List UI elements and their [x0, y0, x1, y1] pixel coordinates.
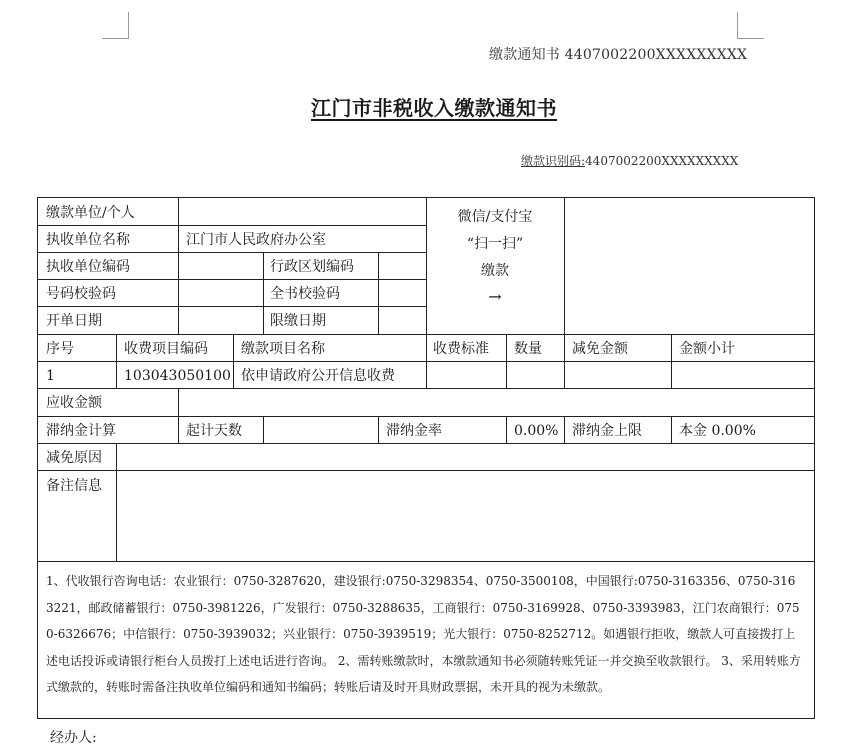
late-cap-value: 本金 0.00%	[679, 423, 756, 439]
notice-number: 缴款通知书 4407002200XXXXXXXXX	[489, 47, 748, 63]
col-header-standard: 收费标准	[433, 341, 489, 357]
grid-line	[116, 443, 117, 561]
col-header-reduction: 减免金额	[572, 341, 628, 357]
grid-line	[38, 416, 814, 417]
arrow-right-icon: →	[488, 287, 502, 306]
late-cap-label: 滞纳金上限	[572, 423, 642, 439]
collector-name-label: 执收单位名称	[46, 232, 130, 248]
grid-line	[564, 416, 565, 443]
grid-line	[263, 416, 264, 443]
qr-hint-line3: 缴款	[481, 263, 509, 279]
qr-code-area[interactable]	[565, 199, 813, 333]
document-title-wrap	[0, 92, 868, 121]
crop-mark-top-right	[737, 12, 764, 39]
grid-line	[38, 443, 814, 444]
late-rate-label: 滞纳金率	[386, 423, 442, 439]
start-days-label: 起计天数	[186, 423, 242, 439]
grid-line	[178, 388, 179, 443]
grid-line	[506, 334, 507, 388]
grid-line	[263, 252, 264, 334]
item-code: 103043050100	[124, 368, 231, 384]
col-header-item-name: 缴款项目名称	[241, 341, 325, 357]
grid-line	[38, 388, 814, 389]
crop-mark-top-left	[102, 12, 129, 39]
col-header-item-code: 收费项目编码	[124, 341, 208, 357]
grid-line	[116, 334, 117, 388]
qr-hint-line2: “扫一扫”	[466, 236, 524, 252]
collector-name-value: 江门市人民政府办公室	[186, 232, 326, 248]
grid-line	[38, 225, 426, 226]
grid-line	[671, 416, 672, 443]
grid-line	[378, 416, 379, 443]
full-check-label: 全书校验码	[270, 286, 340, 302]
payment-form-table	[37, 197, 815, 719]
grid-line	[378, 252, 379, 334]
region-code-label: 行政区划编码	[270, 259, 354, 275]
col-header-index: 序号	[46, 341, 74, 357]
grid-line	[38, 279, 426, 280]
item-index: 1	[46, 368, 55, 384]
late-fee-label: 滞纳金计算	[46, 423, 116, 439]
grid-line	[671, 334, 672, 388]
grid-line	[233, 334, 234, 388]
deadline-label: 限缴日期	[270, 313, 326, 329]
qr-hint-line1: 微信/支付宝	[457, 209, 533, 225]
item-name: 依申请政府公开信息收费	[241, 368, 395, 384]
document-title: 江门市非税收入缴款通知书	[311, 96, 557, 120]
reduction-reason-label: 减免原因	[46, 450, 102, 466]
grid-line	[506, 416, 507, 443]
operator-label: 经办人:	[50, 730, 97, 746]
collector-code-label: 执收单位编码	[46, 259, 130, 275]
grid-line	[178, 198, 179, 334]
payer-label: 缴款单位/个人	[46, 205, 135, 221]
late-rate-value: 0.00%	[514, 423, 559, 439]
payment-code	[521, 152, 738, 169]
grid-line	[38, 561, 814, 562]
grid-line	[38, 470, 814, 471]
grid-line	[38, 252, 426, 253]
number-check-label: 号码校验码	[46, 286, 116, 302]
issue-date-label: 开单日期	[46, 313, 102, 329]
col-header-quantity: 数量	[514, 341, 542, 357]
remarks-label: 备注信息	[46, 478, 102, 494]
grid-line	[564, 334, 565, 388]
payment-code-label: 缴款识别码:	[521, 154, 586, 168]
receivable-label: 应收金额	[46, 395, 102, 411]
col-header-subtotal: 金额小计	[679, 341, 735, 357]
notes-text: 1、代收银行咨询电话：农业银行：0750-3287620，建设银行:0750-3298354、0750-3500108，中国银行:0750-3163356、0750-3163221，邮政储蓄银行：0750-3981226，广发银行：0750-3288635，工商银行：0750-3169928、0750-3393983，江门农商银行：0750-6326676；中信银行：0750-3939032；兴业银行：0750-3939519；光大银行：0750-8252712。如遇银行拒收，缴款人可直接拨打上述电话投诉或请银行柜台人员拨打上述电话进行咨询。 2、需转账缴款时，本缴款通知书必须随转账凭证一并交换至收款银行。 3、采用转账方式缴款的，转账时需备注执收单位编码和通知书编码；转账后请及时开具财政票据，未开具的视为未缴款。	[46, 574, 801, 694]
payment-code-value: 4407002200XXXXXXXXX	[585, 154, 739, 168]
grid-line	[38, 306, 426, 307]
